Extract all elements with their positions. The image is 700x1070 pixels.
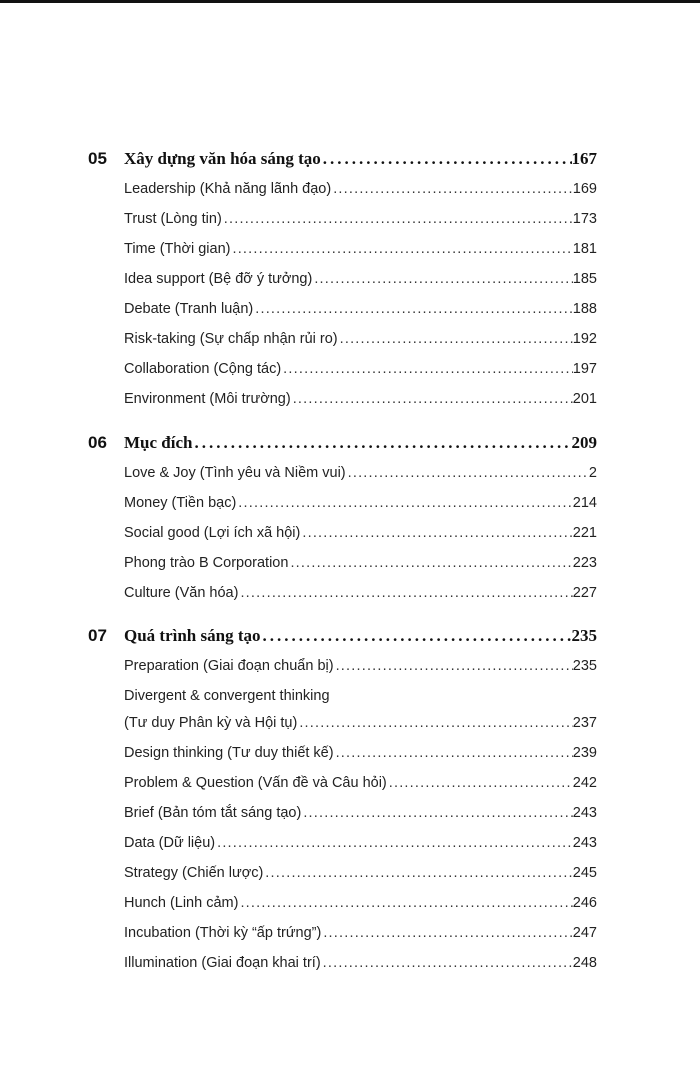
dot-leader [338, 324, 573, 354]
entry-page-number: 221 [572, 525, 597, 541]
entry-page-number: 197 [572, 361, 597, 377]
entry-page-number: 247 [572, 925, 597, 941]
chapter-title: Xây dựng văn hóa sáng tạo [124, 149, 321, 168]
chapter-number: 05 [88, 149, 107, 168]
top-border-rule [0, 0, 700, 3]
dot-leader [291, 384, 573, 414]
entry-title: Data (Dữ liệu) [124, 835, 216, 851]
dot-leader [288, 548, 572, 578]
dot-leader [321, 918, 572, 948]
entry-page-number: 227 [572, 585, 597, 601]
entry-title: Design thinking (Tư duy thiết kế) [124, 745, 334, 761]
entry-page-number: 181 [572, 241, 597, 257]
entry-page-number: 245 [572, 865, 597, 881]
entry-page-number: 235 [572, 658, 597, 674]
entry-page-number: 248 [572, 955, 597, 971]
dot-leader [230, 234, 572, 264]
entry-title: Time (Thời gian) [124, 241, 231, 257]
dot-leader [215, 828, 573, 858]
chapter-title-line [124, 428, 597, 458]
dot-leader [238, 578, 572, 608]
entry-title: Idea support (Bệ đỡ ý tưởng) [124, 271, 313, 287]
entry-page-number: 192 [572, 331, 597, 347]
entry-page-number: 242 [572, 775, 597, 791]
entry-page-number: 239 [572, 745, 597, 761]
entry-title: Leadership (Khả năng lãnh đạo) [124, 181, 332, 197]
entry-title: Hunch (Linh cảm) [124, 895, 239, 911]
dot-leader [297, 708, 572, 738]
entry-title: Love & Joy (Tình yêu và Niềm vui) [124, 465, 346, 481]
entry-title: Preparation (Giai đoạn chuẩn bị) [124, 658, 334, 674]
dot-leader [387, 768, 573, 798]
entry-title: Environment (Môi trường) [124, 391, 291, 407]
entry-page-number: 173 [572, 211, 597, 227]
entry-page-number: 185 [572, 271, 597, 287]
dot-leader [253, 294, 573, 324]
entry-title: Incubation (Thời kỳ “ấp trứng”) [124, 925, 322, 941]
dot-leader [192, 428, 571, 458]
entry-page-number: 223 [572, 555, 597, 571]
dot-leader [334, 651, 573, 681]
dot-leader [312, 264, 572, 294]
chapter-heading[interactable] [0, 621, 700, 651]
entry-title: Trust (Lòng tin) [124, 211, 222, 227]
entry-title: Social good (Lợi ích xã hội) [124, 525, 301, 541]
entry-page-number: 201 [572, 391, 597, 407]
dot-leader [301, 798, 572, 828]
entry-page-number: 243 [572, 805, 597, 821]
entry-title-first-line: Divergent & convergent thinking [124, 688, 330, 704]
chapter-title-line [124, 144, 597, 174]
chapter-page-number: 209 [571, 433, 597, 452]
entry-page-number: 246 [572, 895, 597, 911]
dot-leader [281, 354, 573, 384]
chapter-title: Quá trình sáng tạo [124, 626, 261, 645]
chapter-number: 06 [88, 433, 107, 452]
chapter-number: 07 [88, 626, 107, 645]
entry-title: Problem & Question (Vấn đề và Câu hỏi) [124, 775, 387, 791]
dot-leader [263, 858, 573, 888]
entry-title: Culture (Văn hóa) [124, 585, 239, 601]
dot-leader [300, 518, 572, 548]
dot-leader [331, 174, 573, 204]
entry-title: Strategy (Chiến lược) [124, 865, 264, 881]
dot-leader [321, 948, 573, 978]
chapter-page-number: 167 [571, 149, 597, 168]
entry-page-number: 2 [588, 465, 597, 481]
dot-leader [334, 738, 573, 768]
entry-page-number: 237 [572, 715, 597, 731]
entry-title: Risk-taking (Sự chấp nhận rủi ro) [124, 331, 338, 347]
entry-title: Illumination (Giai đoạn khai trí) [124, 955, 321, 971]
dot-leader [321, 144, 572, 174]
entry-page-number: 188 [572, 301, 597, 317]
chapter-heading[interactable] [0, 144, 700, 174]
entry-title: Collaboration (Cộng tác) [124, 361, 282, 377]
chapter-title: Mục đích [124, 433, 193, 452]
dot-leader [222, 204, 573, 234]
dot-leader [236, 488, 573, 518]
dot-leader [261, 621, 572, 651]
entry-title: Money (Tiền bạc) [124, 495, 237, 511]
dot-leader [238, 888, 572, 918]
chapter-page-number: 235 [571, 626, 597, 645]
entry-title: Phong trào B Corporation [124, 555, 289, 571]
entry-page-number: 214 [572, 495, 597, 511]
chapter-heading[interactable] [0, 428, 700, 458]
entry-title: Debate (Tranh luận) [124, 301, 254, 317]
entry-title: Brief (Bản tóm tắt sáng tạo) [124, 805, 302, 821]
entry-page-number: 243 [572, 835, 597, 851]
dot-leader [346, 458, 589, 488]
entry-title: (Tư duy Phân kỳ và Hội tụ) [124, 715, 298, 731]
entry-page-number: 169 [572, 181, 597, 197]
chapter-title-line [124, 621, 597, 651]
